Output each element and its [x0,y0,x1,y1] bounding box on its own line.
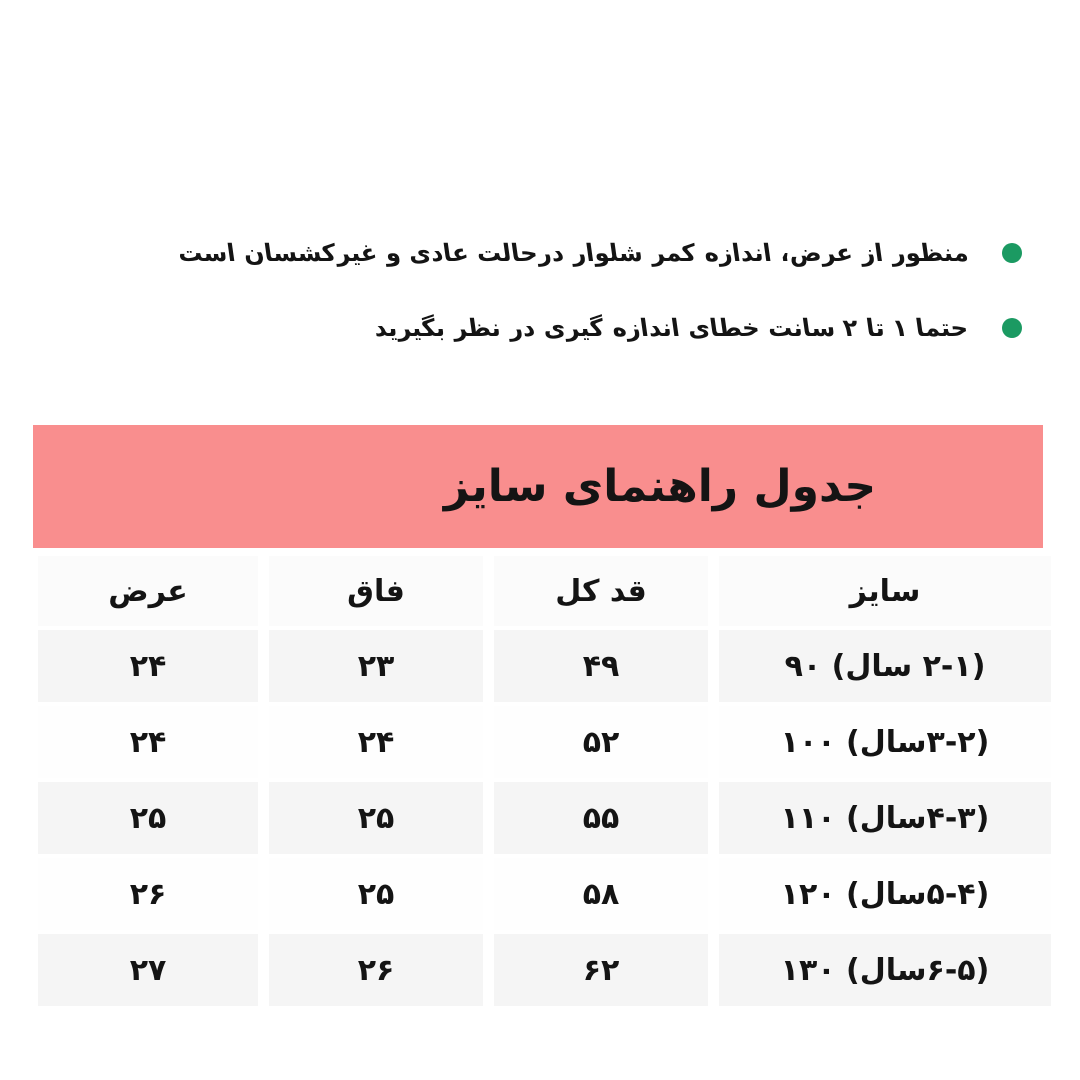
cell-crotch: ۲۵ [269,782,483,854]
cell-width: ۲۶ [38,858,258,930]
column-header-size: سایز [719,556,1051,626]
size-table [38,556,1051,1006]
cell-size: (۴-۳سال) ۱۱۰ [719,782,1051,854]
cell-crotch: ۲۵ [269,858,483,930]
cell-size: (۶-۵سال) ۱۳۰ [719,934,1051,1006]
cell-width: ۲۴ [38,706,258,778]
cell-width: ۲۷ [38,934,258,1006]
note-row-1 [175,230,1022,276]
column-header-crotch: فاق [269,556,483,626]
cell-crotch: ۲۳ [269,630,483,702]
cell-total-length: ۶۲ [494,934,708,1006]
cell-width: ۲۵ [38,782,258,854]
cell-size: (۳-۲سال) ۱۰۰ [719,706,1051,778]
bullet-dot-icon [1002,243,1022,263]
cell-total-length: ۵۵ [494,782,708,854]
cell-crotch: ۲۶ [269,934,483,1006]
column-header-width: عرض [38,556,258,626]
cell-total-length: ۴۹ [494,630,708,702]
cell-width: ۲۴ [38,630,258,702]
cell-size: (۵-۴سال) ۱۲۰ [719,858,1051,930]
column-header-total-length: قد کل [494,556,708,626]
note-row-2 [374,305,1022,351]
note-text-2: حتما ۱ تا ۲ سانت خطای اندازه گیری در نظر بگیرید [372,314,970,342]
cell-crotch: ۲۴ [269,706,483,778]
cell-size: (۲-۱ سال) ۹۰ [719,630,1051,702]
cell-total-length: ۵۲ [494,706,708,778]
size-table-title: جدول راهنمای سایز [443,461,877,512]
cell-total-length: ۵۸ [494,858,708,930]
bullet-dot-icon [1002,318,1022,338]
size-table-title-banner [33,425,1043,548]
note-text-1: منظور از عرض، اندازه کمر شلوار درحالت عادی و غیرکشسان است [175,239,970,267]
